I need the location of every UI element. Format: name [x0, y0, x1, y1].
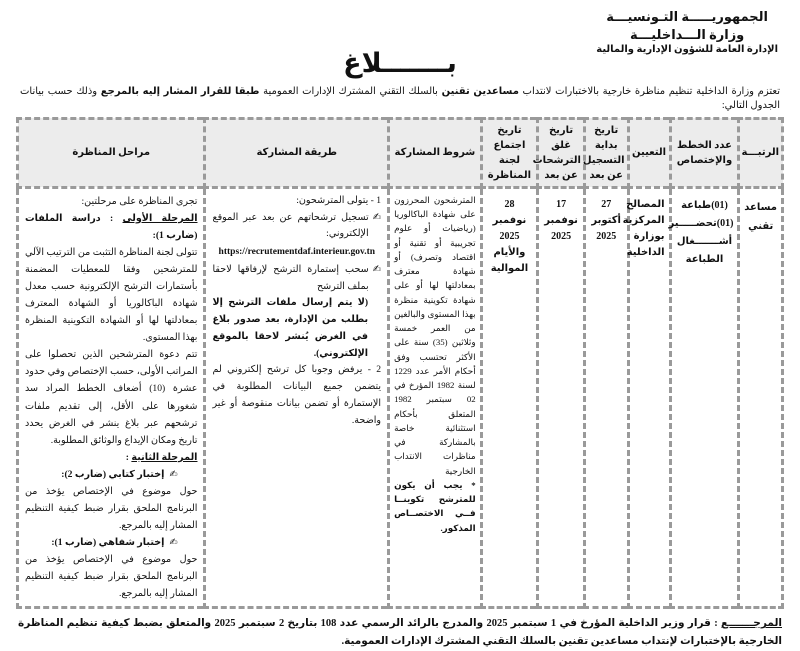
cell-rank: [739, 187, 783, 608]
ministry-name: وزارة الـــداخليـــة: [630, 26, 745, 42]
column-header-meeting-date: تاريخ اجتماع لجنة المناظرة: [481, 118, 538, 187]
oral-exam-desc: حول موضوع في الإختصاص يؤخذ من البرنامج الملحق بقرار ضبط كيفية التنظيم المشار إليه بالمرجع.: [25, 554, 198, 600]
intro-text-1: تعتزم وزارة الداخلية تنظيم مناظرة خارجية بالاختبارات لانتداب: [518, 85, 780, 97]
method-register-text: تسجيل ترشحاتهم عن بعد عبر الموقع الإلكتروني:: [212, 211, 369, 240]
conditions-text: المترشحون المحرزون على شهادة الباكالوريا (رياضيات أو علوم تجريبية أو تقنية أو اقتصاد وتصرف) أو شهادة معترف بمعادلتها لها أو على شهادة تكوينية منظرة بهذا المستوى والبالغين من العمر خمسة وثلاثين (35) سنة على الأكثر تحتسب وفق أحكام الأمر عدد 1229 لسنة 1982 المؤرخ في 02 سبتمبر 1982 المتعلق بأحكام استثنائية خاصة بالمشاركة في مناظرات الانتداب الخارجية: [394, 194, 476, 476]
method-item-1-title: 1 - يتولى المترشحون:: [296, 194, 382, 206]
method-bullet-register: [212, 210, 381, 244]
positions-line-3: أشـــــــغال: [676, 235, 733, 247]
column-header-positions: عدد الخطط والإختصاص: [670, 118, 739, 187]
directorate-name: الإدارة العامة للشؤون الإدارية والمالية: [596, 44, 778, 56]
cell-close-date: 17 نوفمبر 2025: [538, 187, 585, 608]
cell-method: [205, 187, 389, 608]
column-header-method: طريقة المشاركة: [205, 118, 389, 187]
reference-paragraph: [18, 615, 782, 651]
country-name: الجمهوريـــــة التـونسيـــة: [606, 9, 768, 24]
cell-meeting-date: 28 نوفمبر 2025 والأيام الموالية: [481, 187, 538, 608]
reference-label: المرجـــــــع: [721, 618, 782, 630]
method-bullet-form: [212, 262, 381, 296]
registration-url: https://recrutementdaf.interieur.gov.tn: [218, 247, 376, 258]
phase-2-title: [25, 449, 197, 466]
stages-intro: تجرى المناظرة على مرحلتين:: [81, 195, 198, 207]
phase-2-label: المرحلة الثانية: [131, 451, 198, 463]
phase-2-rest: :: [125, 451, 132, 463]
written-exam-desc: حول موضوع في الإختصاص يؤخذ من البرنامج الملحق بقرار ضبط كيفية التنظيم المشار إليه بالمرجع.: [25, 485, 198, 531]
reference-separator: :: [710, 618, 722, 630]
pen-icon: ✍: [372, 263, 382, 275]
cell-conditions: [389, 187, 482, 608]
pen-icon: ✍: [169, 468, 178, 480]
table-row: [18, 187, 783, 608]
method-form-note: (لا يتم إرسال ملفات الترشح إلا بطلب من الإدارة، بعد صدور بلاغ في الغرض يُنشر لاحقا بالموقع الإلكتروني).: [212, 297, 369, 359]
cell-positions: [670, 187, 739, 608]
method-item-2: 2 - يرفض وجوبا كل ترشح إلكتروني لم يتضمن جميع البيانات المطلوبة في الإستمارة أو تضمن بيانات منقوصة أو غير واضحة.: [212, 364, 382, 426]
phase-1-title: [25, 210, 197, 244]
column-header-rank: الرتبـــة: [739, 118, 783, 187]
oral-exam-title: إختبار شفاهي (ضارب 1):: [51, 537, 165, 549]
announcement-table: [16, 117, 784, 610]
ministry-header: [596, 8, 778, 57]
phase-1-paragraph-2: تتم دعوة المترشحين الذين تحصلوا على المراتب الأولى، حسب الإختصاص وفي حدود عشرة (10) أضعاف الخطط المراد سد شغورها على الأقل، إلى تقديم ملفات ترشحهم عبر بلاغ ينشر في الغرض يحدد تاريخ ومكان الإيداع والوثائق المطلوبة.: [25, 349, 198, 446]
reference-text: قرار وزير الداخلية المؤرخ في 1 سبتمبر 2025 والمدرج بالرائد الرسمي عدد 108 بتاريخ 2 سبتمبر 2025 والمتعلق بضبط كيفية تنظيم المناظرة الخارجية بالإختبارات لإنتداب مساعدين تقنين بالسلك التقني المشترك الإدارات العمومية.: [18, 618, 782, 648]
phase-1-paragraph-1: تتولى لجنة المناظرة التثبت من الترتيب الآلي للمترشحين وفقا للمعطيات المضمنة بأستمارات الترشح الإلكترونية حسب معدل شهادة الباكالوريا أو الشهادة المعترف بمعادلتها لها أو الشهادة التكوينية المنظرة بهذا المستوى.: [25, 246, 198, 344]
written-exam-title: إختبار كتابي (ضارب 2):: [61, 468, 165, 480]
column-header-close-date: تاريخ غلق الترشحات عن بعد: [538, 118, 585, 187]
phase-1-label: المرحلة الأولى: [122, 212, 198, 224]
cell-stages: [18, 187, 205, 608]
positions-line-1: (01)طباعة: [681, 199, 728, 211]
positions-line-4: الطباعة: [685, 253, 724, 265]
oral-exam-bullet: [25, 534, 197, 551]
conditions-note: * يجب أن يكون للمترشح تكوينــا فــي الاختصــاص المذكور.: [394, 479, 476, 533]
column-header-conditions: شروط المشاركة: [389, 118, 482, 187]
method-form-text: سحب إستمارة الترشح لإرفاقها لاحقا بملف الترشح: [212, 263, 369, 292]
intro-bold-decree: طبقا للقرار المشار إليه بالمرجع: [100, 85, 260, 97]
intro-paragraph: [20, 85, 780, 113]
cell-assignment: المصالح المركزية بوزارة الداخلية: [628, 187, 670, 608]
cell-start-date: 27 أكتوبر 2025: [584, 187, 628, 608]
header-row: [18, 118, 783, 187]
document-title: بـــــــلاغ: [343, 48, 457, 79]
written-exam-bullet: [25, 466, 197, 483]
column-header-assignment: التعيين: [628, 118, 670, 187]
column-header-start-date: تاريخ بداية التسجيل عن بعد: [584, 118, 628, 187]
phase-1-rest: : دراسة الملفات (ضارب 1):: [25, 212, 198, 241]
pen-icon: ✍: [169, 537, 178, 549]
intro-bold-grade: مساعدين تقنين: [441, 85, 519, 97]
intro-text-3: وذلك حسب بيانات الجدول التالي:: [20, 85, 780, 111]
rank-value: مساعد تقني: [744, 201, 777, 232]
pen-icon: ✍: [372, 211, 382, 223]
column-header-stages: مراحل المناظرة: [18, 118, 205, 187]
intro-text-2: بالسلك التقني المشترك الإدارات العمومية: [259, 85, 442, 97]
positions-line-2: (01)تحضـــــير: [668, 217, 734, 229]
